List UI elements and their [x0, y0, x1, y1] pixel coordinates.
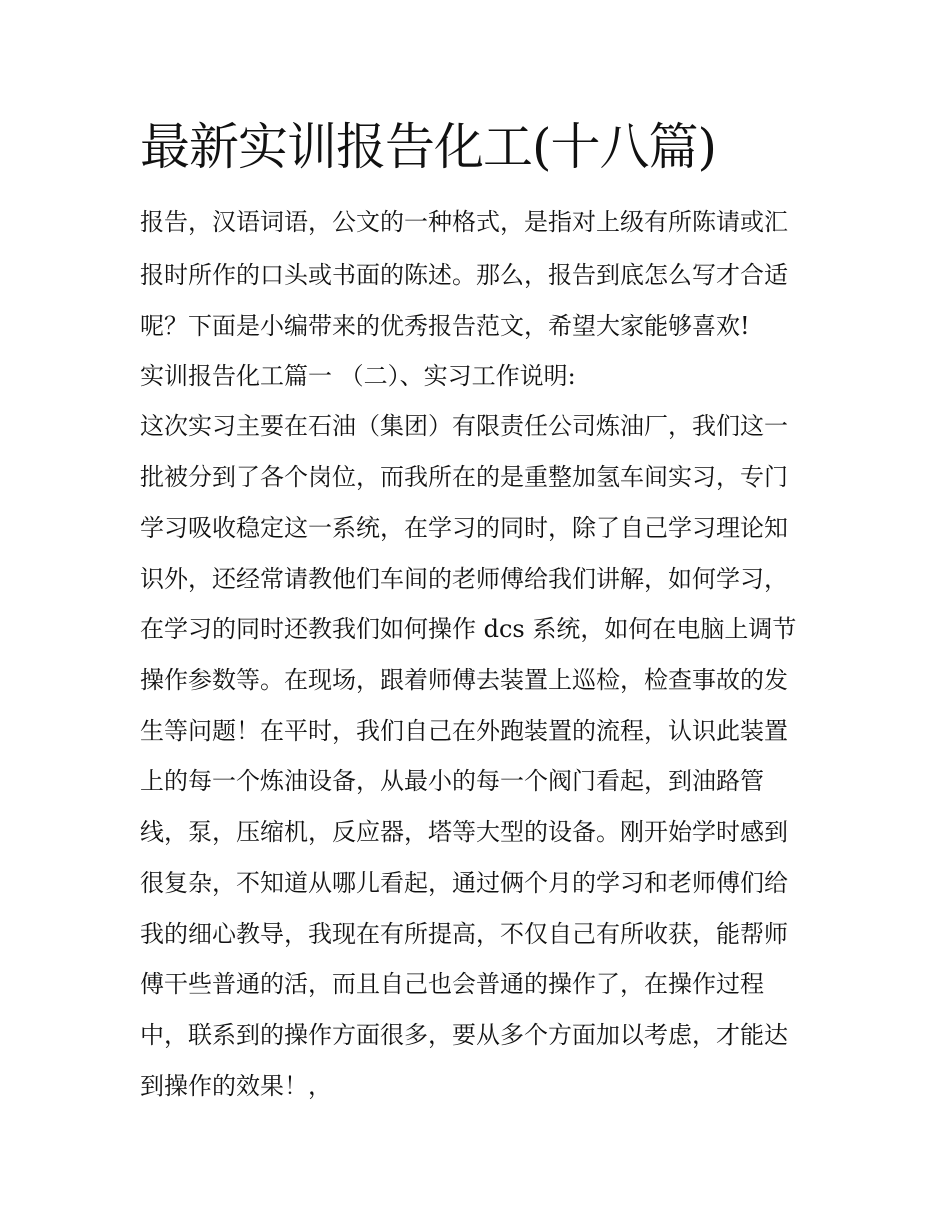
body-line: 生等问题！在平时，我们自己在外跑装置的流程，认识此装置 [140, 717, 788, 745]
body-line: 我的细心教导，我现在有所提高，不仅自己有所收获，能帮师 [140, 920, 788, 948]
body-line: 报告，汉语词语，公文的一种格式，是指对上级有所陈请或汇 [140, 208, 788, 236]
body-line: 到操作的效果！， [140, 1072, 332, 1100]
body-line: 识外，还经常请教他们车间的老师傅给我们讲解，如何学习， [140, 565, 788, 593]
body-line: 在学习的同时还教我们如何操作 dcs 系统，如何在电脑上调节 [140, 615, 797, 643]
body-line: 傅干些普通的活，而且自己也会普通的操作了，在操作过程 [140, 970, 764, 998]
body-line: 批被分到了各个岗位，而我所在的是重整加氢车间实习，专门 [140, 463, 788, 491]
body-line: 线，泵，压缩机，反应器，塔等大型的设备。刚开始学时感到 [140, 818, 788, 846]
body-line: 报时所作的口头或书面的陈述。那么，报告到底怎么写才合适 [140, 261, 788, 289]
body-line: 这次实习主要在石油（集团）有限责任公司炼油厂，我们这一 [140, 412, 788, 440]
body-line: 很复杂，不知道从哪儿看起，通过俩个月的学习和老师傅们给 [140, 869, 788, 897]
page-title: 最新实训报告化工(十八篇) [140, 118, 717, 176]
body-line: 呢？下面是小编带来的优秀报告范文，希望大家能够喜欢! [140, 312, 750, 340]
body-line: 操作参数等。在现场，跟着师傅去装置上巡检，检查事故的发 [140, 666, 788, 694]
body-line: 中，联系到的操作方面很多，要从多个方面加以考虑，才能达 [140, 1021, 788, 1049]
body-line: 上的每一个炼油设备，从最小的每一个阀门看起，到油路管 [140, 767, 764, 795]
section-heading: 实训报告化工篇一 （二）、实习工作说明: [140, 362, 576, 390]
body-line: 学习吸收稳定这一系统，在学习的同时，除了自己学习理论知 [140, 514, 788, 542]
